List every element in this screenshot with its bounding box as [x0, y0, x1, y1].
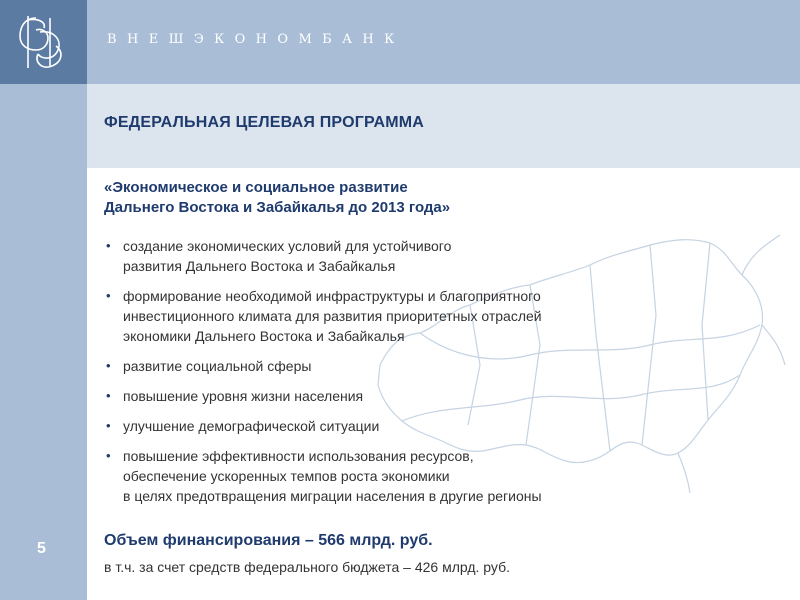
bullet-icon: •	[106, 288, 111, 303]
program-name: «Экономическое и социальное развитие Дальнего Востока и Забайкалья до 2013 года»	[104, 179, 451, 216]
bullet-icon: •	[106, 448, 111, 463]
bullet-icon: •	[106, 238, 111, 253]
list-item	[104, 446, 664, 506]
bullet-icon: •	[106, 358, 111, 373]
logo-box	[0, 0, 87, 84]
funding-federal: в т.ч. за счет средств федерального бюджета – 426 млрд. руб.	[104, 559, 510, 575]
goals-list	[104, 236, 664, 516]
list-item	[104, 286, 664, 346]
goal-text: повышение уровня жизни населения	[123, 388, 364, 404]
list-item	[104, 356, 664, 376]
bank-name: ВНЕШЭКОНОМБАНК	[107, 32, 405, 47]
list-item	[104, 416, 664, 436]
bullet-icon: •	[106, 388, 111, 403]
goal-text: формирование необходимой инфраструктуры и благоприятного инвестиционного климата для развития приоритетных отраслей экономики Дальнего Востока и Забайкалья	[123, 288, 542, 344]
bullet-icon: •	[106, 418, 111, 433]
goal-text: повышение эффективности использования ресурсов, обеспечение ускоренных темпов роста экономики в целях предотвращения миграции населения в другие регионы	[123, 448, 542, 504]
goal-text: улучшение демографической ситуации	[123, 418, 380, 434]
sidebar	[0, 0, 87, 600]
goal-text: создание экономических условий для устойчивого развития Дальнего Востока и Забайкалья	[123, 238, 452, 274]
page-number: 5	[37, 540, 46, 557]
list-item	[104, 386, 664, 406]
veb-monogram-logo	[14, 10, 72, 74]
funding-total: Объем финансирования – 566 млрд. руб.	[104, 532, 433, 549]
goal-text: развитие социальной сферы	[123, 358, 312, 374]
page-title: ФЕДЕРАЛЬНАЯ ЦЕЛЕВАЯ ПРОГРАММА	[104, 114, 425, 131]
list-item	[104, 236, 664, 276]
